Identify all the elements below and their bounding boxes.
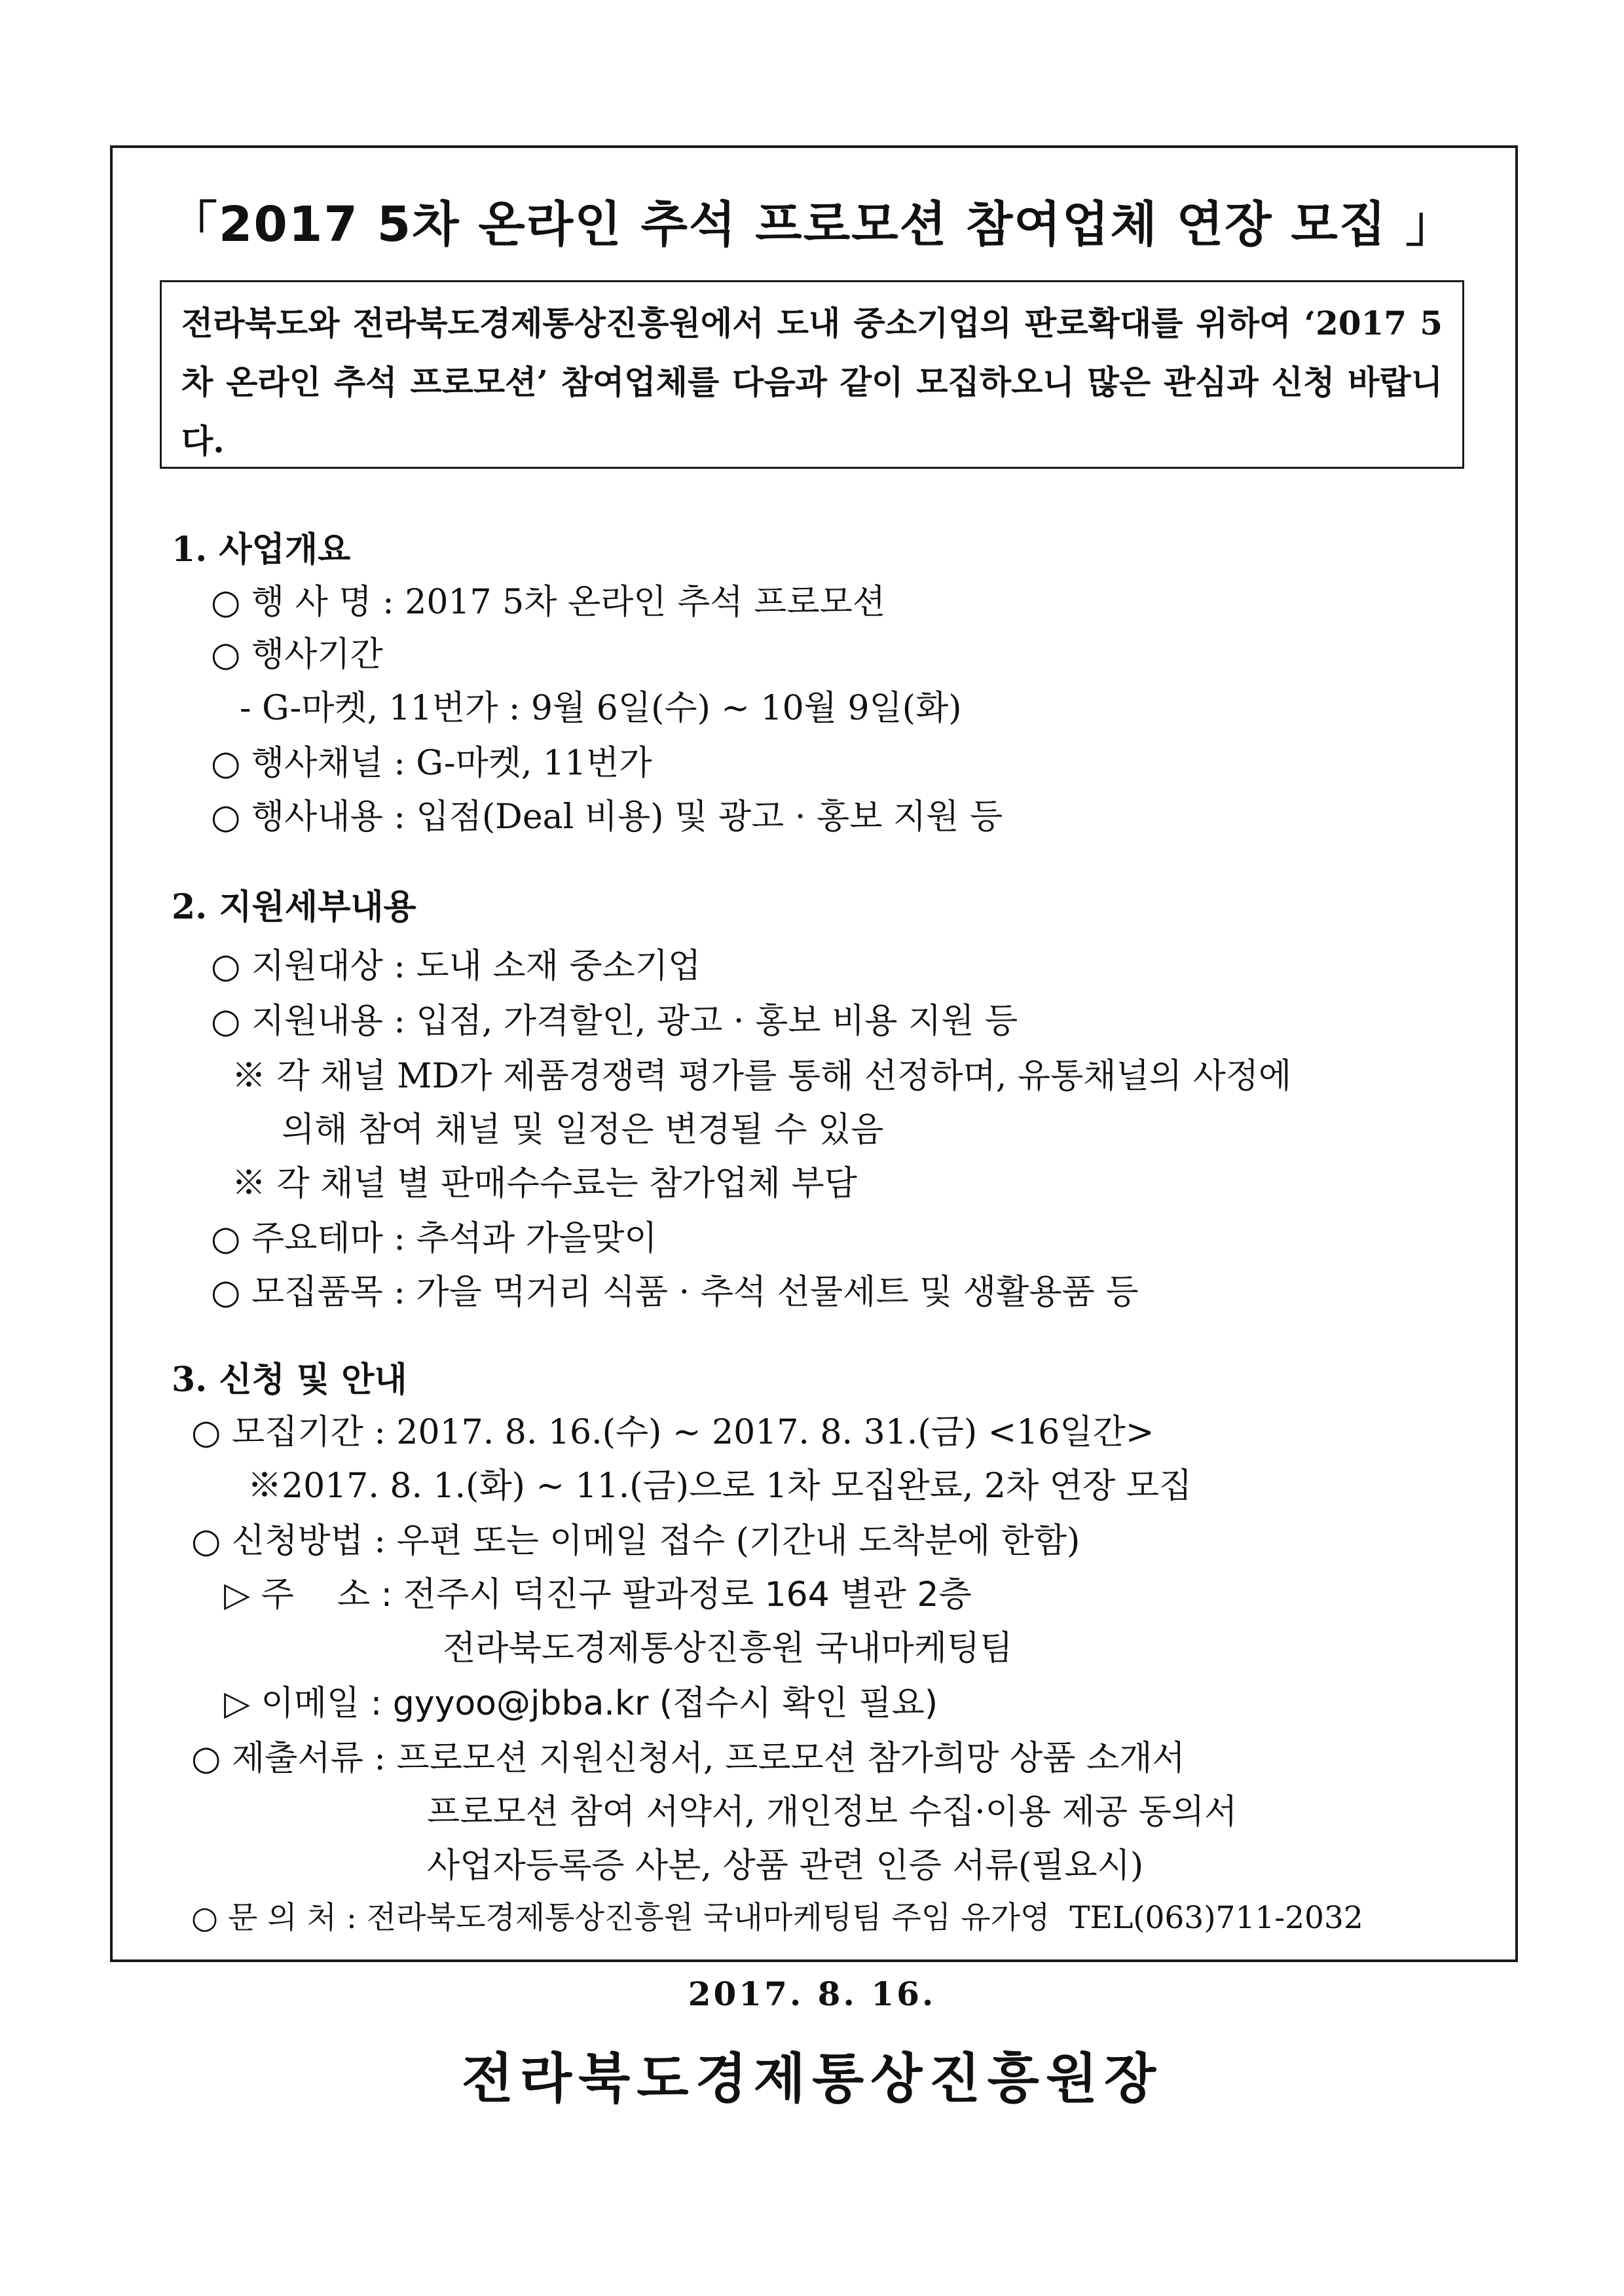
section-3-address: ▷ 주 소 : 전주시 덕진구 팔과정로 164 별관 2층 [224, 1575, 972, 1614]
section-3-documents-cont-1: 프로모션 참여 서약서, 개인정보 수집·이용 제공 동의서 [427, 1793, 1238, 1832]
section-3-note-first-round: ※2017. 8. 1.(화) ~ 11.(금)으로 1차 모집완료, 2차 연장 모집 [248, 1467, 1192, 1506]
section-3-address-cont: 전라북도경제통상진흥원 국내마케팅팀 [443, 1629, 1013, 1668]
section-2-note-md-cont: 의해 참여 채널 및 일정은 변경될 수 있음 [282, 1110, 884, 1150]
section-1-line-event-channel: ○ 행사채널 : G-마켓, 11번가 [211, 744, 652, 783]
section-3-line-period: ○ 모집기간 : 2017. 8. 16.(수) ~ 2017. 8. 31.(금) <16일간> [191, 1413, 1154, 1452]
section-1-line-event-dates: - G-마켓, 11번가 : 9월 6일(수) ~ 10월 9일(화) [240, 689, 962, 728]
section-3-heading: 3. 신청 및 안내 [172, 1360, 407, 1400]
section-2-heading: 2. 지원세부내용 [172, 887, 416, 927]
section-3-email: ▷ 이메일 : gyyoo@jbba.kr (접수시 확인 필요) [224, 1684, 938, 1723]
section-1-line-event-name: ○ 행 사 명 : 2017 5차 온라인 추석 프로모션 [211, 583, 886, 622]
section-1-heading: 1. 사업개요 [172, 530, 351, 570]
section-3-line-documents: ○ 제출서류 : 프로모션 지원신청서, 프로모션 참가희망 상품 소개서 [191, 1739, 1185, 1778]
issue-date: 2017. 8. 16. [688, 1975, 936, 2013]
section-3-documents-cont-2: 사업자등록증 사본, 상품 관련 인증 서류(필요시) [427, 1846, 1144, 1886]
section-2-line-items: ○ 모집품목 : 가을 먹거리 식품 · 추석 선물세트 및 생활용품 등 [211, 1273, 1139, 1312]
document-title: 「2017 5차 온라인 추석 프로모션 참여업체 연장 모집 」 [168, 196, 1456, 253]
section-3-line-contact: ○ 문 의 처 : 전라북도경제통상진흥원 국내마케팅팀 주임 유가영 TEL(063)711-2032 [191, 1900, 1363, 1936]
section-1-line-event-content: ○ 행사내용 : 입점(Deal 비용) 및 광고 · 홍보 지원 등 [211, 797, 1003, 837]
section-2-line-support: ○ 지원내용 : 입점, 가격할인, 광고 · 홍보 비용 지원 등 [211, 1002, 1018, 1041]
section-1-line-event-period: ○ 행사기간 [211, 635, 383, 674]
section-2-line-theme: ○ 주요테마 : 추석과 가을맞이 [211, 1219, 657, 1258]
intro-box: 전라북도와 전라북도경제통상진흥원에서 도내 중소기업의 판로확대를 위하여 ‘2017 5차 온라인 추석 프로모션’ 참여업체를 다음과 같이 모집하오니 많은 관심과 신청 바랍니다. [160, 280, 1464, 469]
section-3-line-method: ○ 신청방법 : 우편 또는 이메일 접수 (기간내 도착분에 한함) [191, 1522, 1080, 1561]
section-2-line-target: ○ 지원대상 : 도내 소재 중소기업 [211, 947, 701, 986]
section-2-note-md: ※ 각 채널 MD가 제품경쟁력 평가를 통해 선정하며, 유통채널의 사정에 [232, 1057, 1292, 1096]
section-2-note-fee: ※ 각 채널 별 판매수수료는 참가업체 부담 [232, 1164, 857, 1203]
issuer-organization: 전라북도경제통상진흥원장 [461, 2047, 1163, 2110]
